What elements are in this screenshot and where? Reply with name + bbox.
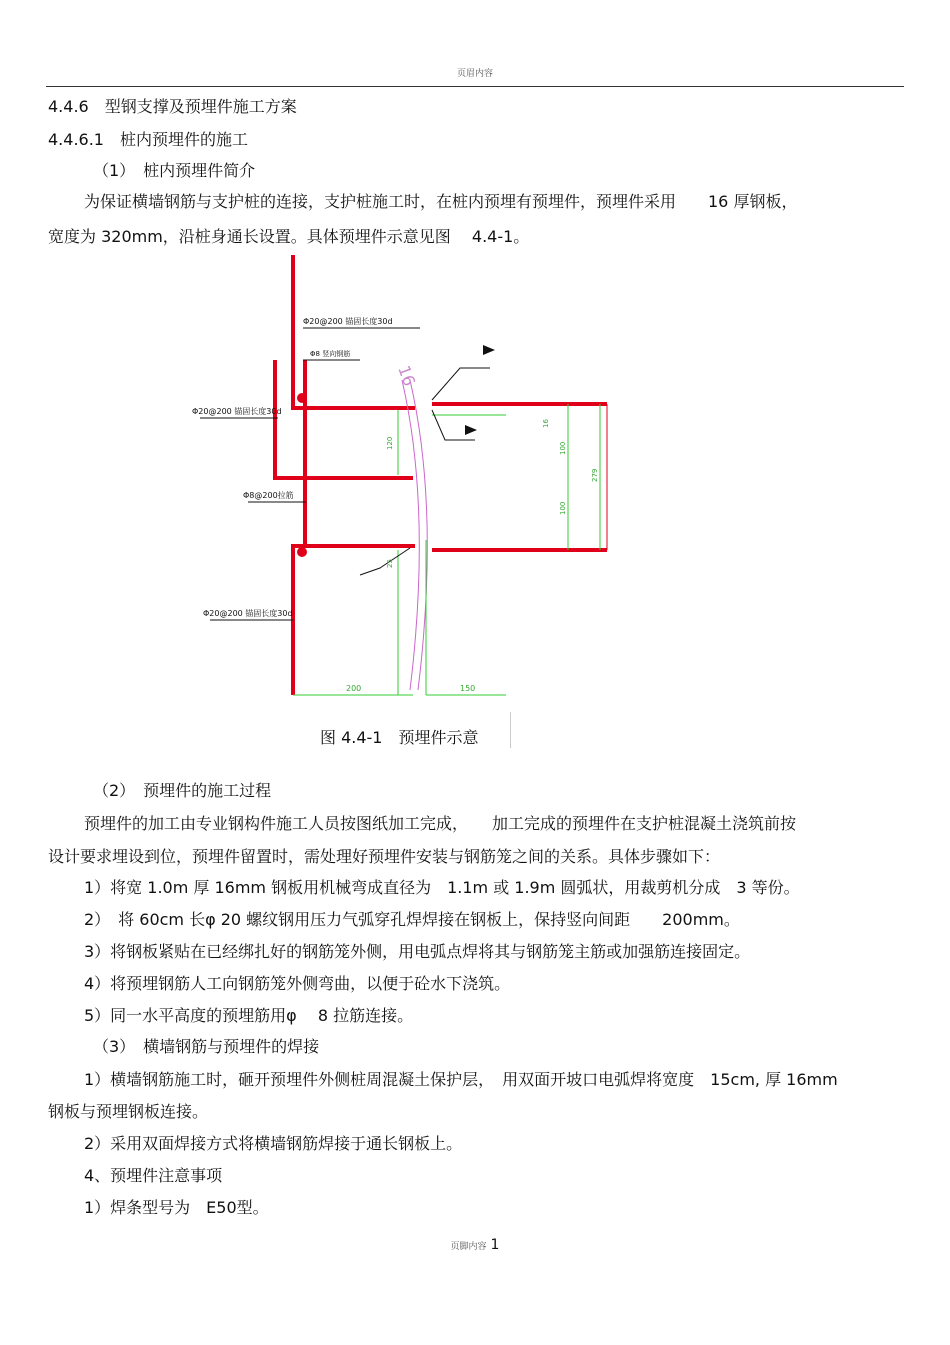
caption-divider: [510, 712, 511, 748]
label-top-rebar: Φ20@200 锚固长度30d: [303, 317, 393, 326]
weld-flag-mid: [465, 425, 477, 435]
label-vert-rebar: Φ8 竖向钢筋: [310, 350, 351, 358]
dim-label-mid1: 100: [559, 441, 567, 455]
dim-label-200: 200: [346, 684, 362, 693]
header-rule: [46, 86, 904, 87]
section-2-title: （2） 预埋件的施工过程: [93, 781, 272, 800]
label-left-rebar: Φ20@200 锚固长度30d: [192, 407, 282, 416]
section-4-title: 4、预埋件注意事项: [84, 1166, 223, 1185]
subheading-intro: （1） 桩内预埋件简介: [93, 161, 256, 180]
section-4-step-1: 1）焊条型号为 E50型。: [84, 1198, 269, 1217]
weld-leader-top: [432, 368, 490, 400]
dim-label-mid2: 100: [559, 501, 567, 515]
section-2-step-1: 1）将宽 1.0m 厚 16mm 钢板用机械弯成直径为 1.1m 或 1.9m 圆弧状，用裁剪机分成 3 等份。: [84, 878, 800, 897]
intro-line-2: 宽度为 320mm，沿桩身通长设置。具体预埋件示意见图 4.4-1。: [48, 227, 530, 246]
section-2-para-1: 预埋件的加工由专业钢构件施工人员按图纸加工完成， 加工完成的预埋件在支护桩混凝土浇筑前按: [84, 814, 797, 833]
top-rebar: [293, 255, 415, 408]
dim-label-top: 16: [542, 419, 550, 428]
rebar-hook-top: [297, 393, 307, 403]
dim-label-left: 120: [386, 436, 394, 450]
section-3-step-1b: 钢板与预埋钢板连接。: [48, 1102, 209, 1121]
section-2-step-4: 4）将预埋钢筋人工向钢筋笼外侧弯曲，以便于砼水下浇筑。: [84, 974, 511, 993]
page-number: 1: [490, 1237, 500, 1253]
footer-text: 页脚内容: [450, 1242, 487, 1252]
heading-4-4-6-1: 4.4.6.1 桩内预埋件的施工: [48, 130, 248, 149]
page-footer: [0, 1237, 950, 1253]
dim-label-small: 25: [386, 559, 394, 568]
curve-label: 16: [394, 362, 420, 389]
middle-rebar: [275, 360, 413, 478]
plate-outer: [402, 380, 419, 690]
section-2-step-2: 2） 将 60cm 长φ 20 螺纹钢用压力气弧穿孔焊焊接在钢板上，保持竖向间距 200mm。: [84, 910, 740, 929]
plate-inner: [410, 380, 427, 690]
diagram-svg: [170, 250, 640, 710]
page-header: 页眉内容: [456, 69, 493, 79]
intro-line-1: 为保证横墙钢筋与支护桩的连接，支护桩施工时，在桩内预埋有预埋件，预埋件采用 16 厚钢板，: [84, 192, 798, 211]
leader-group: [200, 328, 490, 620]
section-2-step-3: 3）将钢板紧贴在已经绑扎好的钢筋笼外侧，用电弧点焊将其与钢筋笼主筋或加强筋连接固定。: [84, 942, 751, 961]
weld-flag-top: [483, 345, 495, 355]
embedded-part-diagram: [170, 250, 640, 710]
bottom-rebar: [293, 546, 415, 695]
section-2-step-5: 5）同一水平高度的预埋筋用φ 8 拉筋连接。: [84, 1006, 414, 1025]
section-2-para-2: 设计要求埋设到位，预埋件留置时，需处理好预埋件安装与钢筋笼之间的关系。具体步骤如下：: [48, 847, 721, 866]
rebar-hook-bottom: [297, 547, 307, 557]
dim-label-150: 150: [460, 684, 476, 693]
section-3-step-1a: 1）横墙钢筋施工时，砸开预埋件外侧桩周混凝土保护层， 用双面开坡口电弧焊将宽度 15cm, 厚 16mm: [84, 1070, 838, 1089]
section-3-step-2: 2）采用双面焊接方式将横墙钢筋焊接于通长钢板上。: [84, 1134, 463, 1153]
section-3-title: （3） 横墙钢筋与预埋件的焊接: [93, 1037, 320, 1056]
label-tie: Φ8@200拉筋: [243, 491, 294, 500]
dim-label-total: 279: [591, 468, 599, 482]
heading-4-4-6: 4.4.6 型钢支撑及预埋件施工方案: [48, 97, 297, 116]
figure-caption: 图 4.4-1 预埋件示意: [320, 728, 479, 747]
weld-leader-bottom: [360, 548, 410, 575]
label-bottom-rebar: Φ20@200 锚固长度30d: [203, 609, 293, 618]
